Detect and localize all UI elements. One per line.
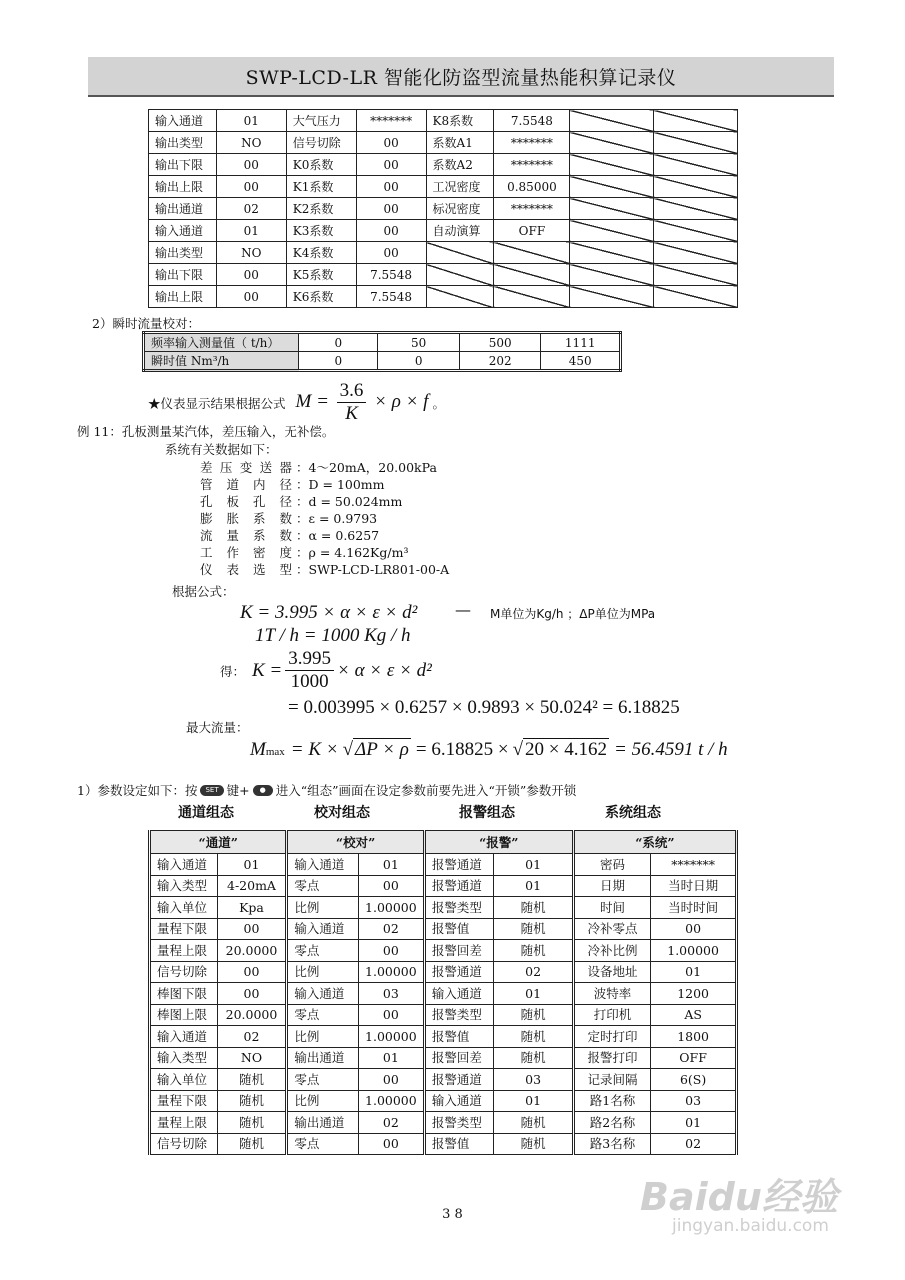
diagonal-empty-cell <box>570 176 654 198</box>
param-value: NO <box>216 132 286 154</box>
param-label: 打印机 <box>573 1004 650 1026</box>
param-label: 比例 <box>287 1026 359 1048</box>
param-label: 输入类型 <box>150 1047 218 1069</box>
param-label: 输入通道 <box>424 1090 494 1112</box>
param-label: 输入通道 <box>149 220 217 242</box>
config-table <box>148 830 738 1155</box>
param-value: 02 <box>358 1112 424 1134</box>
param-value: OFF <box>494 220 570 242</box>
param-value: 20.0000 <box>217 1004 287 1026</box>
param-label: 输出下限 <box>149 264 217 286</box>
param-label: 标况密度 <box>426 198 494 220</box>
param-value: 01 <box>651 961 737 983</box>
param-label: 输出通道 <box>287 1112 359 1134</box>
param-value: 1.00000 <box>358 961 424 983</box>
param-value: NO <box>217 1047 287 1069</box>
example-intro: 系统有关数据如下： <box>165 442 278 457</box>
diagonal-empty-cell <box>494 264 570 286</box>
flow-label: 瞬时值 Nm³/h <box>144 352 299 371</box>
diagonal-empty-cell <box>570 242 654 264</box>
param-label: 日期 <box>573 875 650 897</box>
equation-1: K = 3.995 × α × ε × d² <box>240 602 418 623</box>
table-row <box>150 897 737 919</box>
param-label: 报警值 <box>424 918 494 940</box>
param-label: 系数A2 <box>426 154 494 176</box>
param-value: 随机 <box>217 1090 287 1112</box>
param-value: 00 <box>356 154 426 176</box>
spec-value: ：4～20mA，20.00kPa <box>296 460 437 475</box>
param-value: 随机 <box>217 1112 287 1134</box>
param-value: OFF <box>651 1047 737 1069</box>
param-label: 波特率 <box>573 983 650 1005</box>
watermark-url: jingyan.baidu.com <box>672 1216 829 1236</box>
param-label: 报警打印 <box>573 1047 650 1069</box>
diagonal-empty-cell <box>570 286 654 308</box>
param-label: 输出下限 <box>149 154 217 176</box>
param-label: 零点 <box>287 1133 359 1155</box>
param-label: 报警通道 <box>424 854 494 876</box>
param-label: 冷补比例 <box>573 940 650 962</box>
formula-fraction <box>337 380 367 425</box>
param-value: 01 <box>358 854 424 876</box>
diagonal-empty-cell <box>570 264 654 286</box>
table-row <box>149 176 738 198</box>
spec-key: 工作密度 <box>200 545 292 560</box>
formula-den: K <box>345 403 358 424</box>
param-value: ******* <box>494 132 570 154</box>
diagonal-empty-cell <box>654 110 738 132</box>
diagonal-empty-cell <box>570 132 654 154</box>
diagonal-empty-cell <box>570 110 654 132</box>
param-value: 00 <box>217 983 287 1005</box>
spec-key: 仪表选型 <box>200 562 292 577</box>
param-label: K8系数 <box>426 110 494 132</box>
group-title-system: 系统组态 <box>605 805 661 821</box>
param-value: 01 <box>651 1112 737 1134</box>
equation-4: = 0.003995 × 0.6257 × 0.9893 × 50.024² = 6.18825 <box>288 697 680 718</box>
param-value: 01 <box>217 854 287 876</box>
diagonal-empty-cell <box>426 264 494 286</box>
param-value: AS <box>651 1004 737 1026</box>
param-label: 输入通道 <box>149 110 217 132</box>
formula-num: 3.6 <box>337 380 367 403</box>
table-row <box>149 154 738 176</box>
spec-key: 差压变送器 <box>200 460 292 475</box>
param-label: K2系数 <box>286 198 356 220</box>
param-label: K5系数 <box>286 264 356 286</box>
param-value: 随机 <box>494 1004 573 1026</box>
spec-row <box>200 493 449 510</box>
param-label: 报警值 <box>424 1026 494 1048</box>
param-value: 随机 <box>494 1133 573 1155</box>
spec-row <box>200 544 449 561</box>
table-row <box>150 918 737 940</box>
spec-value: ：d = 50.024mm <box>296 494 403 509</box>
diagonal-empty-cell <box>654 176 738 198</box>
table-row <box>149 132 738 154</box>
param-label: 输出通道 <box>149 198 217 220</box>
param-label: 棒图上限 <box>150 1004 218 1026</box>
eq5-end: = 56.4591 t / h <box>614 739 728 760</box>
step1-pre: 1）参数设定如下：按 <box>77 783 198 798</box>
param-value: 00 <box>358 875 424 897</box>
param-value: 02 <box>358 918 424 940</box>
param-value: 00 <box>217 918 287 940</box>
table-row <box>150 1047 737 1069</box>
diagonal-empty-cell <box>426 242 494 264</box>
param-label: 大气压力 <box>286 110 356 132</box>
flow-value: 0 <box>299 333 378 352</box>
param-value: 02 <box>217 1026 287 1048</box>
diagonal-empty-cell <box>570 154 654 176</box>
diagonal-empty-cell <box>494 242 570 264</box>
param-label: 系数A1 <box>426 132 494 154</box>
param-label: 定时打印 <box>573 1026 650 1048</box>
param-value: 01 <box>358 1047 424 1069</box>
param-value: 01 <box>216 110 286 132</box>
formula-end: 。 <box>432 395 445 411</box>
param-label: 报警回差 <box>424 1047 494 1069</box>
param-value: 00 <box>356 198 426 220</box>
table-row <box>144 352 621 371</box>
max-flow-label: 最大流量： <box>186 720 249 735</box>
equation-3 <box>252 648 432 693</box>
param-label: 零点 <box>287 940 359 962</box>
param-value: 随机 <box>494 1026 573 1048</box>
param-value: 00 <box>358 1133 424 1155</box>
diagonal-empty-cell <box>654 286 738 308</box>
group-title-channel: 通道组态 <box>178 805 234 821</box>
param-value: 1.00000 <box>358 1026 424 1048</box>
param-label: 量程下限 <box>150 918 218 940</box>
flow-value: 500 <box>459 333 541 352</box>
group-header: “系统” <box>573 831 736 854</box>
step1-mid: 键+ <box>226 783 250 798</box>
param-label: 量程下限 <box>150 1090 218 1112</box>
group-title-calibration: 校对组态 <box>314 805 370 821</box>
eq5-sqrt-2: 20 × 4.162 <box>525 739 607 760</box>
diagonal-empty-cell <box>654 220 738 242</box>
table-row <box>149 264 738 286</box>
diagonal-empty-cell <box>494 286 570 308</box>
param-label: 报警值 <box>424 1133 494 1155</box>
param-label: 密码 <box>573 854 650 876</box>
spec-key: 流量系数 <box>200 528 292 543</box>
param-value: 01 <box>216 220 286 242</box>
param-label: 输入通道 <box>150 854 218 876</box>
param-label: 报警回差 <box>424 940 494 962</box>
param-label: 量程上限 <box>150 940 218 962</box>
param-value: 02 <box>651 1133 737 1155</box>
param-label: 输入类型 <box>150 875 218 897</box>
diagonal-empty-cell <box>654 242 738 264</box>
param-value: 当时时间 <box>651 897 737 919</box>
param-label: 输出上限 <box>149 286 217 308</box>
eq5-sqrt-1: ΔP × ρ <box>355 739 409 760</box>
table-row <box>150 940 737 962</box>
param-label: 输入通道 <box>150 1026 218 1048</box>
flow-check-table <box>142 331 622 372</box>
param-value: 随机 <box>494 918 573 940</box>
page-title: SWP-LCD-LR 智能化防盗型流量热能积算记录仪 <box>245 66 677 89</box>
param-value: 1200 <box>651 983 737 1005</box>
diagonal-empty-cell <box>654 154 738 176</box>
param-label: 记录间隔 <box>573 1069 650 1091</box>
param-label: K4系数 <box>286 242 356 264</box>
flow-value: 0 <box>299 352 378 371</box>
param-label: 输出通道 <box>287 1047 359 1069</box>
table-row <box>150 983 737 1005</box>
get-label: 得： <box>220 664 246 679</box>
diagonal-empty-cell <box>426 286 494 308</box>
table-row <box>150 1026 737 1048</box>
param-value: 02 <box>494 961 573 983</box>
param-value: ******* <box>651 854 737 876</box>
table-row <box>149 198 738 220</box>
equation-dash: — <box>455 600 471 619</box>
param-value: 0.85000 <box>494 176 570 198</box>
param-value: 1.00000 <box>358 1090 424 1112</box>
spec-row <box>200 561 449 578</box>
table-row <box>150 875 737 897</box>
spec-value: ：SWP-LCD-LR801-00-A <box>296 562 450 577</box>
param-value: 7.5548 <box>494 110 570 132</box>
flow-value: 50 <box>378 333 459 352</box>
param-label: 量程上限 <box>150 1112 218 1134</box>
param-value: 03 <box>651 1090 737 1112</box>
diagonal-empty-cell <box>654 198 738 220</box>
table-row <box>149 286 738 308</box>
param-label: K6系数 <box>286 286 356 308</box>
param-value: ******* <box>494 198 570 220</box>
flow-value: 450 <box>541 352 621 371</box>
param-label: 比例 <box>287 1090 359 1112</box>
diagonal-empty-cell <box>570 198 654 220</box>
spec-value: ：D = 100mm <box>296 477 385 492</box>
param-value: 00 <box>216 176 286 198</box>
param-value: 随机 <box>494 1047 573 1069</box>
spec-value: ：ρ = 4.162Kg/m³ <box>296 545 409 560</box>
param-value: ******* <box>356 110 426 132</box>
param-label: 工况密度 <box>426 176 494 198</box>
param-value: 随机 <box>494 897 573 919</box>
example-title: 例 11：孔板测量某汽体，差压输入，无补偿。 <box>77 424 335 439</box>
diagonal-empty-cell <box>570 220 654 242</box>
eq5-mid: = K × <box>290 739 339 760</box>
param-label: 路1名称 <box>573 1090 650 1112</box>
eq3-fraction <box>285 648 334 693</box>
eq3-num: 3.995 <box>285 648 334 671</box>
param-value: 01 <box>494 1090 573 1112</box>
param-value: 00 <box>358 1069 424 1091</box>
param-value: 随机 <box>494 1112 573 1134</box>
param-value: 01 <box>494 875 573 897</box>
table-row <box>144 333 621 352</box>
param-value: 01 <box>494 983 573 1005</box>
param-value: 7.5548 <box>356 286 426 308</box>
param-value: 01 <box>494 854 573 876</box>
eq5-sub: max <box>265 746 285 758</box>
table-row <box>150 961 737 983</box>
param-value: 00 <box>216 286 286 308</box>
param-value: Kpa <box>217 897 287 919</box>
page-header <box>88 57 834 97</box>
group-header: “报警” <box>424 831 573 854</box>
flow-value: 0 <box>378 352 459 371</box>
param-value: 03 <box>494 1069 573 1091</box>
spec-key: 膨胀系数 <box>200 511 292 526</box>
spec-key: 孔板孔径 <box>200 494 292 509</box>
flow-value: 202 <box>459 352 541 371</box>
param-value: 1.00000 <box>651 940 737 962</box>
param-value: 00 <box>356 242 426 264</box>
param-value: 00 <box>358 940 424 962</box>
equation-5: M max = K × √ ΔP × ρ = 6.18825 × √ 20 × 4.162 = 56.4591 t / h <box>250 739 728 760</box>
param-value: 6(S) <box>651 1069 737 1091</box>
param-label: 设备地址 <box>573 961 650 983</box>
group-header: “校对” <box>287 831 424 854</box>
param-value: 当时日期 <box>651 875 737 897</box>
table-header-row <box>150 831 737 854</box>
param-label: 输出类型 <box>149 132 217 154</box>
param-label: 输出类型 <box>149 242 217 264</box>
group-header: “通道” <box>150 831 287 854</box>
eq3-lhs: K = <box>252 659 283 681</box>
param-label: 零点 <box>287 1069 359 1091</box>
param-label: 路2名称 <box>573 1112 650 1134</box>
param-value: 00 <box>216 264 286 286</box>
watermark-logo: Baidu经验 <box>640 1175 838 1219</box>
table-row <box>149 242 738 264</box>
flow-value: 1111 <box>541 333 621 352</box>
param-label: K0系数 <box>286 154 356 176</box>
group-title-alarm: 报警组态 <box>459 805 515 821</box>
param-label: 输入单位 <box>150 897 218 919</box>
param-label: 输出上限 <box>149 176 217 198</box>
table-row <box>149 220 738 242</box>
param-label: 输入通道 <box>424 983 494 1005</box>
param-value: 00 <box>651 918 737 940</box>
formula-rhs: × ρ × f <box>374 390 429 412</box>
param-value: 随机 <box>217 1133 287 1155</box>
param-value: 03 <box>358 983 424 1005</box>
param-value: NO <box>216 242 286 264</box>
param-label: 自动演算 <box>426 220 494 242</box>
param-label: K3系数 <box>286 220 356 242</box>
spec-value: ：α = 0.6257 <box>296 528 380 543</box>
param-label: 信号切除 <box>150 961 218 983</box>
spec-row <box>200 510 449 527</box>
spec-row <box>200 527 449 544</box>
param-label: K1系数 <box>286 176 356 198</box>
flow-label: 频率输入测量值（ t/h） <box>144 333 299 352</box>
table-row <box>150 1133 737 1155</box>
step1-post: 进入“组态”画面在设定参数前要先进入“开锁”参数开锁 <box>275 783 577 798</box>
param-label: 零点 <box>287 1004 359 1026</box>
table-row <box>149 110 738 132</box>
param-label: 信号切除 <box>286 132 356 154</box>
param-label: 棒图下限 <box>150 983 218 1005</box>
param-value: 00 <box>217 961 287 983</box>
param-label: 报警类型 <box>424 897 494 919</box>
param-label: 报警通道 <box>424 1069 494 1091</box>
param-label: 冷补零点 <box>573 918 650 940</box>
top-parameter-table <box>148 109 738 308</box>
param-label: 输入通道 <box>287 983 359 1005</box>
spec-row <box>200 459 449 476</box>
table-row <box>150 1112 737 1134</box>
table-row <box>150 1004 737 1026</box>
param-label: 报警类型 <box>424 1004 494 1026</box>
param-label: 比例 <box>287 961 359 983</box>
spec-row <box>200 476 449 493</box>
eq3-den: 1000 <box>290 671 329 692</box>
eq3-rhs: × α × ε × d² <box>337 659 432 681</box>
param-value: 00 <box>356 220 426 242</box>
param-label: 零点 <box>287 875 359 897</box>
param-label: 路3名称 <box>573 1133 650 1155</box>
param-value: ******* <box>494 154 570 176</box>
param-value: 随机 <box>494 940 573 962</box>
param-label: 报警类型 <box>424 1112 494 1134</box>
dot-key-icon: ● <box>253 785 273 796</box>
param-label: 输入单位 <box>150 1069 218 1091</box>
set-key-icon: SET <box>200 785 223 796</box>
formula-note-text: ★仪表显示结果根据公式 <box>148 395 286 411</box>
step-1-line <box>77 781 576 799</box>
param-label: 输入通道 <box>287 918 359 940</box>
param-label: 比例 <box>287 897 359 919</box>
param-value: 00 <box>356 176 426 198</box>
basis-label: 根据公式： <box>172 584 235 599</box>
example-specs <box>200 459 449 578</box>
equation-2: 1T / h = 1000 Kg / h <box>255 625 411 646</box>
param-label: 报警通道 <box>424 875 494 897</box>
param-value: 02 <box>216 198 286 220</box>
param-label: 报警通道 <box>424 961 494 983</box>
param-value: 随机 <box>217 1069 287 1091</box>
param-value: 00 <box>358 1004 424 1026</box>
formula-m <box>296 380 429 425</box>
table-row <box>150 1069 737 1091</box>
eq5-lhs: M <box>250 739 266 760</box>
param-value: 7.5548 <box>356 264 426 286</box>
param-value: 1800 <box>651 1026 737 1048</box>
param-value: 00 <box>216 154 286 176</box>
section-2-title: 2）瞬时流量校对： <box>92 316 200 331</box>
diagonal-empty-cell <box>654 264 738 286</box>
param-value: 20.0000 <box>217 940 287 962</box>
spec-key: 管道内径 <box>200 477 292 492</box>
unit-note: M单位为Kg/h ；ΔP单位为MPa <box>490 607 656 621</box>
param-label: 信号切除 <box>150 1133 218 1155</box>
diagonal-empty-cell <box>654 132 738 154</box>
table-row <box>150 1090 737 1112</box>
param-label: 输入通道 <box>287 854 359 876</box>
param-value: 00 <box>356 132 426 154</box>
param-value: 4-20mA <box>217 875 287 897</box>
param-value: 1.00000 <box>358 897 424 919</box>
spec-value: ：ε = 0.9793 <box>296 511 378 526</box>
eq5-mid2: = 6.18825 × <box>415 739 509 760</box>
page-number: 3 8 <box>442 1207 463 1222</box>
table-row <box>150 854 737 876</box>
param-label: 时间 <box>573 897 650 919</box>
formula-lhs: M = <box>295 390 329 412</box>
formula-note <box>148 380 445 425</box>
